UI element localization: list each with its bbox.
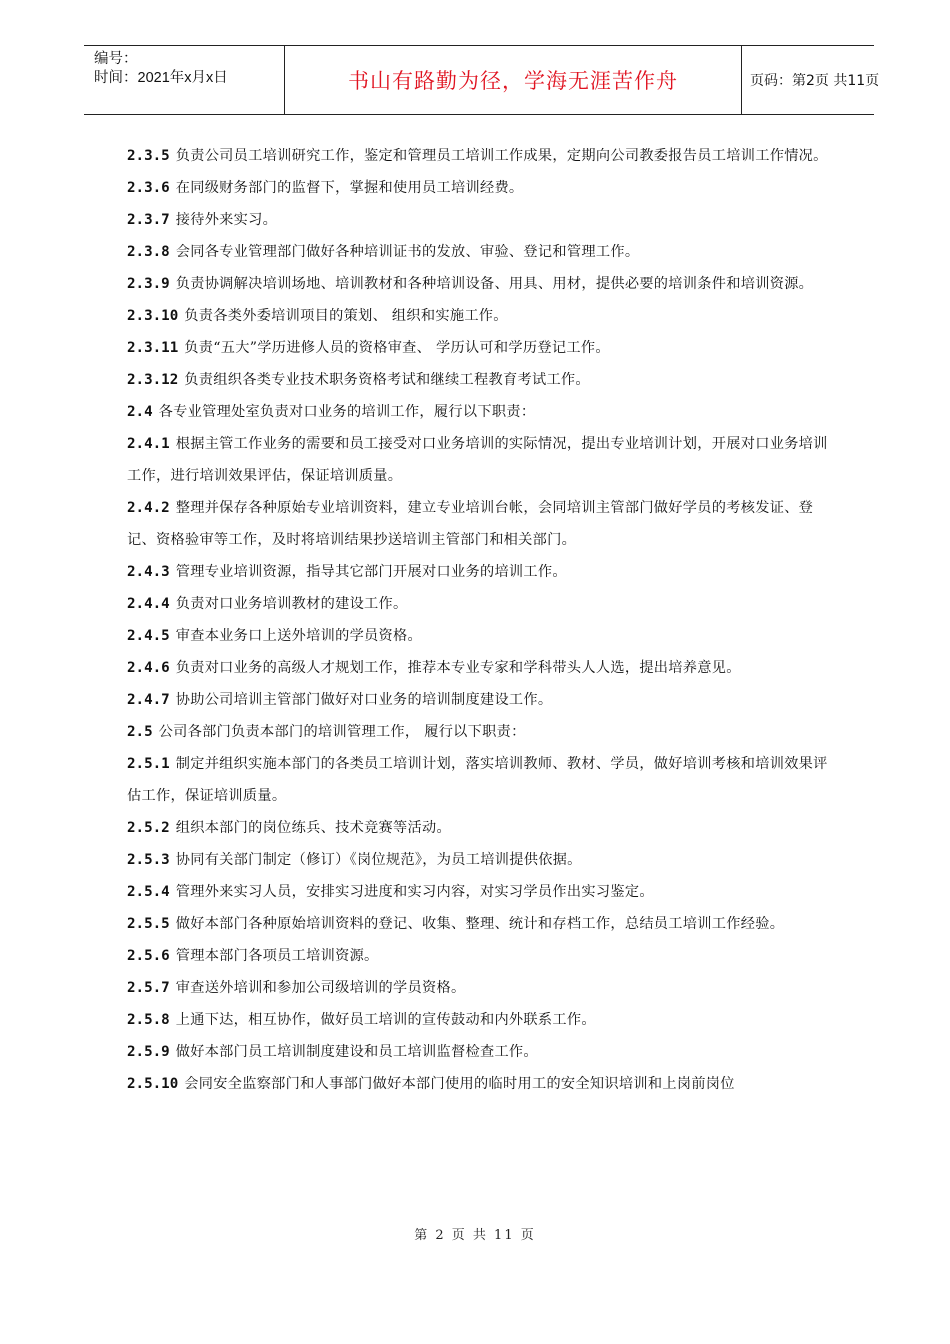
clause-text: 会同各专业管理部门做好各种培训证书的发放、审验、登记和管理工作。: [175, 244, 640, 260]
clause-number: 2.4.7: [127, 692, 170, 708]
clause-text: 做好本部门各种原始培训资料的登记、收集、整理、统计和存档工作，总结员工培训工作经验。: [175, 916, 785, 932]
clause-number: 2.5.10: [127, 1076, 179, 1092]
clause-text: 负责各类外委培训项目的策划、 组织和实施工作。: [184, 308, 508, 324]
clause-paragraph: [127, 812, 835, 844]
clause-text: 负责“五大”学历进修人员的资格审查、 学历认可和学历登记工作。: [184, 340, 610, 356]
clause-paragraph: [127, 332, 835, 364]
clause-text: 负责对口业务的高级人才规划工作，推荐本专业专家和学科带头人人选，提出培养意见。: [175, 660, 741, 676]
clause-text: 上通下达，相互协作，做好员工培训的宣传鼓动和内外联系工作。: [175, 1012, 596, 1028]
clause-number: 2.3.10: [127, 308, 179, 324]
clause-text: 各专业管理处室负责对口业务的培训工作，履行以下职责：: [158, 404, 536, 420]
clause-number: 2.5.5: [127, 916, 170, 932]
clause-text: 做好本部门员工培训制度建设和员工培训监督检查工作。: [175, 1044, 538, 1060]
clause-paragraph: [127, 908, 835, 940]
clause-number: 2.5.3: [127, 852, 170, 868]
clause-paragraph: [127, 588, 835, 620]
clause-number: 2.5.8: [127, 1012, 170, 1028]
clause-number: 2.3.11: [127, 340, 179, 356]
clause-text: 在同级财务部门的监督下，掌握和使用员工培训经费。: [175, 180, 524, 196]
clause-paragraph: [127, 236, 835, 268]
clause-text: 负责公司员工培训研究工作，鉴定和管理员工培训工作成果，定期向公司教委报告员工培训工作情况。: [175, 148, 828, 164]
clause-paragraph: [127, 364, 835, 396]
header-meta: [94, 50, 284, 88]
document-time-label: 时间：2021年x月x日: [94, 70, 228, 86]
clause-text: 管理本部门各项员工培训资源。: [175, 948, 379, 964]
clause-paragraph: [127, 268, 835, 300]
clause-number: 2.4.3: [127, 564, 170, 580]
clause-text: 负责组织各类专业技术职务资格考试和继续工程教育考试工作。: [184, 372, 590, 388]
clause-paragraph: [127, 172, 835, 204]
header-page-info: [750, 46, 880, 114]
clause-text: 公司各部门负责本部门的培训管理工作， 履行以下职责：: [158, 724, 526, 740]
clause-number: 2.5.9: [127, 1044, 170, 1060]
clause-text: 根据主管工作业务的需要和员工接受对口业务培训的实际情况，提出专业培训计划，开展对口业务培训工作，进行培训效果评估，保证培训质量。: [127, 436, 828, 484]
clause-text: 负责对口业务培训教材的建设工作。: [175, 596, 408, 612]
clause-paragraph: [127, 396, 835, 428]
clause-number: 2.4.5: [127, 628, 170, 644]
clause-text: 会同安全监察部门和人事部门做好本部门使用的临时用工的安全知识培训和上岗前岗位: [184, 1076, 735, 1092]
clause-paragraph: [127, 556, 835, 588]
clause-paragraph: [127, 748, 835, 812]
clause-paragraph: [127, 428, 835, 492]
clause-number: 2.4.1: [127, 436, 170, 452]
clause-text: 负责协调解决培训场地、培训教材和各种培训设备、用具、用材，提供必要的培训条件和培训资源。: [175, 276, 814, 292]
clause-number: 2.5.4: [127, 884, 170, 900]
clause-paragraph: [127, 1068, 835, 1100]
clause-paragraph: [127, 300, 835, 332]
clause-number: 2.5.6: [127, 948, 170, 964]
clause-text: 管理外来实习人员，安排实习进度和实习内容，对实习学员作出实习鉴定。: [175, 884, 654, 900]
clause-number: 2.3.9: [127, 276, 170, 292]
clause-paragraph: [127, 716, 835, 748]
document-number-label: 编号：: [94, 51, 138, 67]
clause-number: 2.4.4: [127, 596, 170, 612]
clause-paragraph: [127, 652, 835, 684]
clause-number: 2.3.5: [127, 148, 170, 164]
clause-paragraph: [127, 940, 835, 972]
clause-text: 协同有关部门制定（修订）《岗位规范》，为员工培训提供依据。: [175, 852, 582, 868]
clause-paragraph: [127, 1004, 835, 1036]
clause-number: 2.3.12: [127, 372, 179, 388]
clause-text: 制定并组织实施本部门的各类员工培训计划，落实培训教师、教材、学员，做好培训考核和培训效果评估工作，保证培训质量。: [127, 756, 828, 804]
clause-number: 2.5: [127, 724, 153, 740]
clause-paragraph: [127, 204, 835, 236]
clause-number: 2.4: [127, 404, 153, 420]
clause-paragraph: [127, 492, 835, 556]
clause-paragraph: [127, 140, 835, 172]
clause-number: 2.3.6: [127, 180, 170, 196]
clause-paragraph: [127, 620, 835, 652]
document-body: [127, 140, 835, 1100]
clause-paragraph: [127, 972, 835, 1004]
clause-text: 协助公司培训主管部门做好对口业务的培训制度建设工作。: [175, 692, 553, 708]
clause-number: 2.4.2: [127, 500, 170, 516]
clause-paragraph: [127, 844, 835, 876]
clause-paragraph: [127, 1036, 835, 1068]
clause-number: 2.3.8: [127, 244, 170, 260]
clause-text: 管理专业培训资源，指导其它部门开展对口业务的培训工作。: [175, 564, 567, 580]
clause-text: 审查送外培训和参加公司级培训的学员资格。: [175, 980, 466, 996]
page-footer: [0, 1224, 950, 1243]
clause-paragraph: [127, 684, 835, 716]
clause-number: 2.3.7: [127, 212, 170, 228]
header-motto: 书山有路勤为径，学海无涯苦作舟: [348, 69, 678, 93]
clause-paragraph: [127, 876, 835, 908]
clause-number: 2.5.2: [127, 820, 170, 836]
clause-text: 整理并保存各种原始专业培训资料，建立专业培训台帐，会同培训主管部门做好学员的考核发证、登记、资格验审等工作，及时将培训结果抄送培训主管部门和相关部门。: [127, 500, 814, 548]
clause-number: 2.5.7: [127, 980, 170, 996]
header-motto-cell: [284, 46, 742, 114]
clause-text: 审查本业务口上送外培训的学员资格。: [175, 628, 423, 644]
header-page-label: 页码：第2页 共11页: [750, 73, 880, 89]
clause-number: 2.4.6: [127, 660, 170, 676]
clause-text: 接待外来实习。: [175, 212, 278, 228]
page-header: [84, 45, 880, 115]
clause-number: 2.5.1: [127, 756, 170, 772]
clause-text: 组织本部门的岗位练兵、技术竞赛等活动。: [175, 820, 451, 836]
footer-page-number: 第 2 页 共 11 页: [414, 1228, 536, 1243]
